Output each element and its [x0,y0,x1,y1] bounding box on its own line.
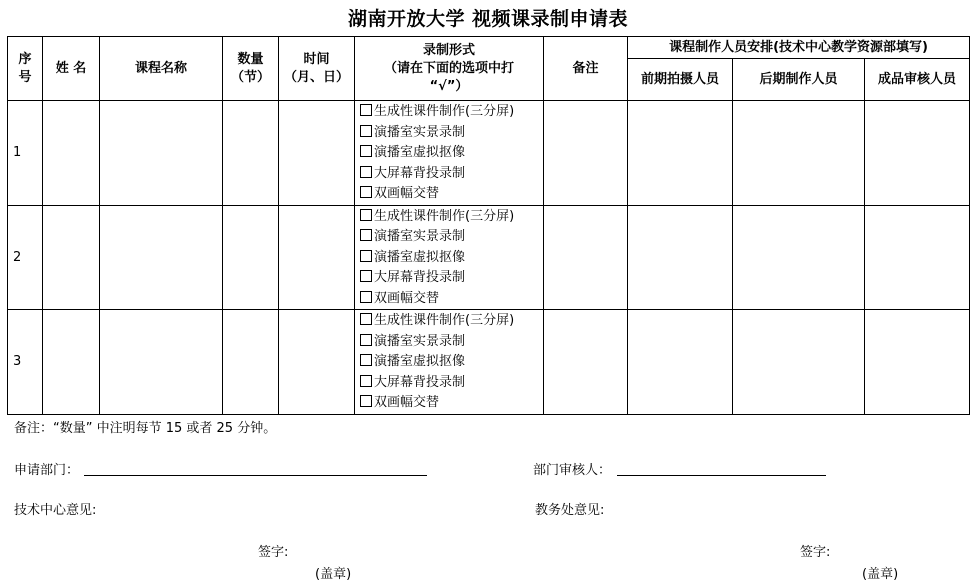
checkbox-icon[interactable] [360,395,372,407]
table-row [8,101,970,206]
tech-opinion-label: 技术中心意见: [14,503,97,518]
option-item[interactable]: 演播室实景录制 [360,123,543,144]
remark-cell[interactable] [544,205,628,310]
option-item[interactable]: 双画幅交替 [360,289,543,310]
sign-right-label: 签字: [800,545,831,560]
time-cell[interactable] [279,101,355,206]
checkbox-icon[interactable] [360,145,372,157]
checkbox-icon[interactable] [360,291,372,303]
option-item[interactable]: 大屏幕背投录制 [360,373,543,394]
row-number: 2 [8,205,43,310]
name-cell[interactable] [43,310,100,415]
course-cell[interactable] [100,101,223,206]
format-options [355,310,544,415]
staff-review-cell[interactable] [865,205,970,310]
remark-cell[interactable] [544,310,628,415]
option-item[interactable]: 演播室虚拟抠像 [360,248,543,269]
option-item[interactable]: 生成性课件制作(三分屏) [360,207,543,228]
staff-post-cell[interactable] [733,310,865,415]
header-course: 课程名称 [100,37,223,101]
name-cell[interactable] [43,205,100,310]
time-cell[interactable] [279,310,355,415]
staff-post-cell[interactable] [733,101,865,206]
dept-reviewer-field[interactable] [617,475,826,476]
format-options [355,101,544,206]
checkbox-icon[interactable] [360,250,372,262]
option-item[interactable]: 演播室实景录制 [360,332,543,353]
header-time: 时间 （月、日） [279,37,355,101]
checkbox-icon[interactable] [360,166,372,178]
checkbox-icon[interactable] [360,186,372,198]
application-table [7,36,970,415]
format-options [355,205,544,310]
dept-reviewer-label: 部门审核人： [533,463,612,478]
apply-dept-label: 申请部门： [14,463,80,478]
course-cell[interactable] [100,310,223,415]
option-item[interactable]: 演播室虚拟抠像 [360,352,543,373]
name-cell[interactable] [43,101,100,206]
option-item[interactable]: 演播室虚拟抠像 [360,143,543,164]
option-item[interactable]: 大屏幕背投录制 [360,268,543,289]
checkbox-icon[interactable] [360,313,372,325]
row-number: 1 [8,101,43,206]
row-number: 3 [8,310,43,415]
course-cell[interactable] [100,205,223,310]
table-row [8,310,970,415]
header-quantity: 数量 （节） [223,37,279,101]
time-cell[interactable] [279,205,355,310]
form-title: 湖南开放大学 视频课录制申请表 [347,8,629,30]
checkbox-icon[interactable] [360,125,372,137]
staff-shoot-cell[interactable] [628,101,733,206]
checkbox-icon[interactable] [360,104,372,116]
seal-right-label: (盖章) [862,567,899,582]
remark-cell[interactable] [544,101,628,206]
staff-review-cell[interactable] [865,101,970,206]
table-row [8,205,970,310]
checkbox-icon[interactable] [360,229,372,241]
option-item[interactable]: 生成性课件制作(三分屏) [360,311,543,332]
header-format: 录制形式 （请在下面的选项中打 “√”） [355,37,544,101]
header-seq: 序 号 [8,37,43,101]
quantity-cell[interactable] [223,101,279,206]
apply-dept-field[interactable] [84,475,427,476]
option-item[interactable]: 演播室实景录制 [360,227,543,248]
checkbox-icon[interactable] [360,270,372,282]
staff-shoot-cell[interactable] [628,205,733,310]
header-name: 姓 名 [43,37,100,101]
header-remark: 备注 [544,37,628,101]
academic-opinion-label: 教务处意见: [535,503,605,518]
staff-post-cell[interactable] [733,205,865,310]
seal-left-label: (盖章) [315,567,352,582]
quantity-cell[interactable] [223,205,279,310]
staff-shoot-cell[interactable] [628,310,733,415]
header-staff-post: 后期制作人员 [733,59,865,101]
header-staff-shoot: 前期拍摄人员 [628,59,733,101]
header-staff-review: 成品审核人员 [865,59,970,101]
checkbox-icon[interactable] [360,334,372,346]
checkbox-icon[interactable] [360,375,372,387]
note-text: 备注：“数量” 中注明每节 15 或者 25 分钟。 [14,421,277,436]
checkbox-icon[interactable] [360,354,372,366]
quantity-cell[interactable] [223,310,279,415]
option-item[interactable]: 生成性课件制作(三分屏) [360,102,543,123]
checkbox-icon[interactable] [360,209,372,221]
option-item[interactable]: 双画幅交替 [360,393,543,414]
header-staff-group: 课程制作人员安排(技术中心教学资源部填写) [628,37,970,59]
option-item[interactable]: 大屏幕背投录制 [360,164,543,185]
staff-review-cell[interactable] [865,310,970,415]
option-item[interactable]: 双画幅交替 [360,184,543,205]
sign-left-label: 签字: [258,545,289,560]
